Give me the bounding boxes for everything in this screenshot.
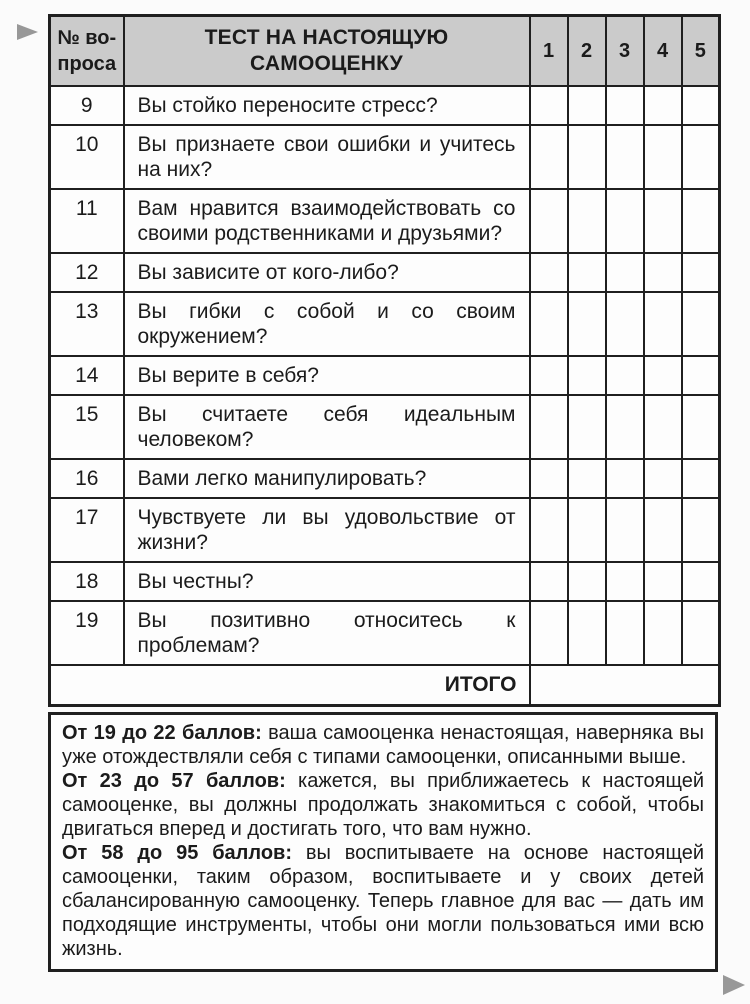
table-row [50, 562, 720, 601]
score-column-header-2: 2 [568, 16, 606, 87]
scoring-explanation-box [48, 712, 718, 972]
question-number-cell: 14 [50, 356, 124, 395]
table-body [50, 86, 720, 706]
table-row [50, 292, 720, 356]
score-cell [606, 356, 644, 395]
score-cell [606, 498, 644, 562]
score-cell [682, 395, 720, 459]
table-row [50, 601, 720, 665]
question-text-cell: Вы честны? [124, 562, 530, 601]
question-text-cell: Вы верите в себя? [124, 356, 530, 395]
score-cell [530, 498, 568, 562]
score-cell [568, 562, 606, 601]
score-cell [530, 125, 568, 189]
question-text-cell: Вы гибки с собой и со своим окружением? [124, 292, 530, 356]
table-header [50, 16, 720, 87]
header-row [50, 16, 720, 87]
score-range-text: ваша самооценка ненастоящая, наверняка вы уже отождествляли себя с типами самооценки, описанными выше. [62, 722, 704, 768]
score-column-header-4: 4 [644, 16, 682, 87]
score-column-header-1: 1 [530, 16, 568, 87]
score-cell [644, 189, 682, 253]
table-row [50, 86, 720, 125]
total-label: ИТОГО [50, 665, 530, 706]
question-text-cell: Вы считаете себя идеальным человеком? [124, 395, 530, 459]
score-cell [606, 86, 644, 125]
score-range-label: От 19 до 22 баллов: [62, 722, 262, 744]
score-cell [606, 125, 644, 189]
question-text-cell: Вы стойко переносите стресс? [124, 86, 530, 125]
score-cell [530, 562, 568, 601]
question-text-cell: Чувствуете ли вы удовольствие от жизни? [124, 498, 530, 562]
score-cell [682, 253, 720, 292]
score-cell [568, 395, 606, 459]
score-cell [682, 356, 720, 395]
score-cell [568, 86, 606, 125]
title-line: САМООЦЕНКУ [250, 52, 403, 75]
score-cell [530, 292, 568, 356]
question-number-cell: 11 [50, 189, 124, 253]
score-cell [606, 189, 644, 253]
table-row [50, 189, 720, 253]
score-cell [606, 601, 644, 665]
score-column-header-3: 3 [606, 16, 644, 87]
test-title-header [124, 16, 530, 87]
question-number-cell: 17 [50, 498, 124, 562]
question-number-cell: 12 [50, 253, 124, 292]
score-cell [644, 253, 682, 292]
score-cell [644, 395, 682, 459]
score-cell [530, 356, 568, 395]
score-cell [644, 459, 682, 498]
score-cell [530, 459, 568, 498]
score-cell [682, 292, 720, 356]
question-text-cell: Вы позитивно относитесь к проблемам? [124, 601, 530, 665]
score-cell [606, 562, 644, 601]
score-cell [606, 459, 644, 498]
score-range-label: От 23 до 57 баллов: [62, 770, 286, 792]
table-row [50, 498, 720, 562]
score-cell [606, 253, 644, 292]
table-row [50, 356, 720, 395]
question-number-cell: 18 [50, 562, 124, 601]
score-cell [530, 86, 568, 125]
question-number-cell: 16 [50, 459, 124, 498]
question-number-cell: 9 [50, 86, 124, 125]
score-cell [644, 125, 682, 189]
question-number-cell: 13 [50, 292, 124, 356]
score-cell [682, 562, 720, 601]
score-cell [644, 498, 682, 562]
score-cell [568, 459, 606, 498]
score-cell [644, 292, 682, 356]
score-cell [568, 498, 606, 562]
question-number-cell: 15 [50, 395, 124, 459]
score-cell [644, 601, 682, 665]
score-cell [530, 253, 568, 292]
table-row [50, 253, 720, 292]
title-line: ТЕСТ НА НАСТОЯЩУЮ [204, 26, 449, 49]
right-triangle-icon [17, 24, 38, 40]
score-cell [682, 125, 720, 189]
score-cell [568, 125, 606, 189]
score-cell [568, 356, 606, 395]
score-cell [682, 459, 720, 498]
question-text-cell: Вы признаете свои ошибки и учитесь на них? [124, 125, 530, 189]
scoring-paragraph [62, 721, 704, 769]
score-range-label: От 58 до 95 баллов: [62, 842, 292, 864]
score-cell [682, 601, 720, 665]
total-row [50, 665, 720, 706]
scoring-paragraph [62, 841, 704, 961]
question-text-cell: Вы зависите от кого-либо? [124, 253, 530, 292]
score-cell [530, 189, 568, 253]
question-text-cell: Вами легко манипулировать? [124, 459, 530, 498]
total-score-cell [530, 665, 720, 706]
question-number-cell: 19 [50, 601, 124, 665]
score-cell [530, 395, 568, 459]
score-cell [682, 86, 720, 125]
score-cell [568, 189, 606, 253]
score-cell [682, 189, 720, 253]
score-cell [568, 601, 606, 665]
table-row [50, 459, 720, 498]
header-line: проса [57, 53, 117, 75]
question-number-cell: 10 [50, 125, 124, 189]
table-row [50, 395, 720, 459]
self-esteem-test-table [48, 14, 721, 707]
score-range-text: кажется, вы приближаетесь к настоящей самооценке, вы должны продолжать знакомиться с собой, чтобы двигаться вперед и достигать того, что вам нужно. [62, 770, 704, 840]
score-cell [606, 292, 644, 356]
right-triangle-icon [723, 975, 745, 995]
score-cell [644, 562, 682, 601]
score-cell [644, 356, 682, 395]
score-cell [644, 86, 682, 125]
score-cell [568, 253, 606, 292]
score-cell [606, 395, 644, 459]
question-text-cell: Вам нравится взаимодействовать со своими родственниками и друзьями? [124, 189, 530, 253]
score-cell [568, 292, 606, 356]
question-number-header [50, 16, 124, 87]
scoring-paragraph [62, 769, 704, 841]
score-cell [682, 498, 720, 562]
header-line: № во- [57, 27, 117, 49]
score-range-text: вы воспитываете на основе настоящей самооценки, таким образом, воспитываете и у своих детей сбалансированную самооценку. Теперь главное для вас — дать им подходящие инструменты, чтобы они могли пользоваться ими всю жизнь. [62, 842, 704, 960]
score-column-header-5: 5 [682, 16, 720, 87]
score-cell [530, 601, 568, 665]
table-row [50, 125, 720, 189]
